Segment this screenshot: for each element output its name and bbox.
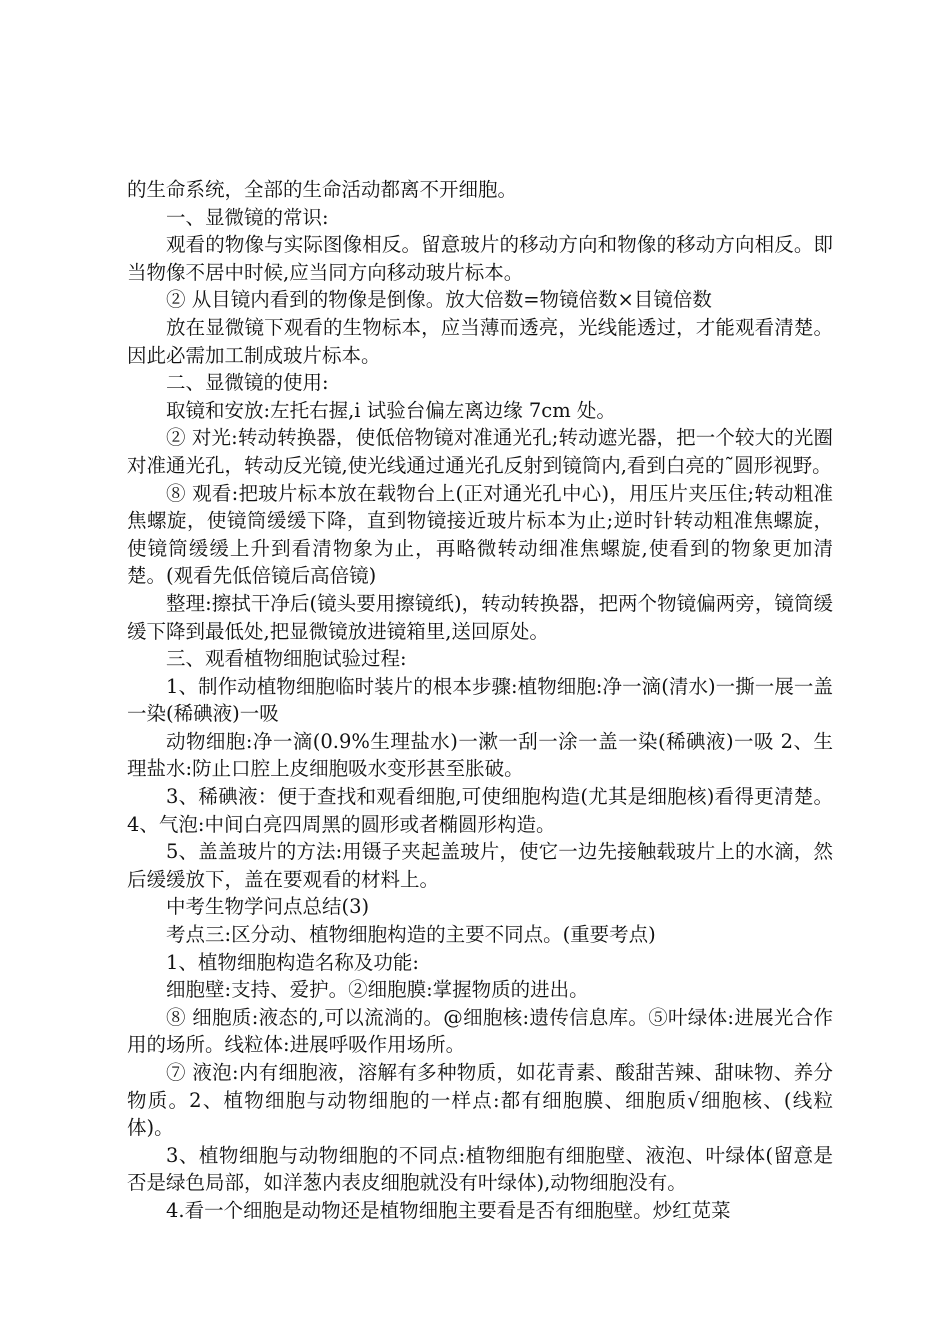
paragraph-22: 3、植物细胞与动物细胞的不同点:植物细胞有细胞壁、液泡、叶绿体(留意是否是绿色局部，如洋葱内表皮细胞就没有叶绿体),动物细胞没有。 [127, 1143, 833, 1195]
paragraph-14: 3、稀碘液：便于查找和观看细胞,可使细胞构造(尤其是细胞核)看得更清楚。4、气泡:中间白亮四周黑的圆形或者椭圆形构造。 [127, 785, 833, 836]
paragraph-18: 1、植物细胞构造名称及功能: [166, 950, 419, 974]
paragraph-12: 1、制作动植物细胞临时装片的根本步骤:植物细胞:净一滴(清水)一撕一展一盖一染(稀碘液)一吸 [127, 674, 833, 726]
paragraph-8: ② 对光:转动转换器，使低倍物镜对准通光孔;转动遮光器，把一个较大的光圈对准通光孔，转动反光镜,使光线通过通光孔反射到镜筒内,看到白亮的˜圆形视野。 [127, 426, 833, 477]
paragraph-5: 放在显微镜下观看的生物标本，应当薄而透亮，光线能透过，才能观看清楚。因此必需加工制成玻片标本。 [127, 315, 833, 367]
paragraph-9: ⑧ 观看:把玻片标本放在载物台上(正对通光孔中心)，用压片夹压住;转动粗准焦螺旋，使镜筒缓缓下降，直到物镜接近玻片标本为止;逆时针转动粗准焦螺旋，使镜筒缓缓上升到看清物象为止，再略微转动细准焦螺旋,使看到的物象更加清楚。(观看先低倍镜后高倍镜) [127, 481, 833, 588]
paragraph-19: 细胞壁:支持、爱护。②细胞膜:掌握物质的进出。 [166, 978, 589, 1002]
paragraph-17: 考点三:区分动、植物细胞构造的主要不同点。(重要考点) [166, 923, 656, 947]
section-heading-summary-3: 中考生物学问点总结(3) [166, 895, 370, 919]
paragraph-13: 动物细胞:净一滴(0.9%生理盐水)一漱一刮一涂一盖一染(稀碘液)一吸 2、生理盐水:防止口腔上皮细胞吸水变形甚至胀破。 [127, 729, 833, 781]
document-body [127, 176, 833, 1225]
paragraph-15: 5、盖盖玻片的方法:用镊子夹起盖玻片，使它一边先接触载玻片上的水滴，然后缓缓放下，盖在要观看的材料上。 [127, 840, 833, 891]
section-heading-microscope-use: 二、显微镜的使用: [166, 371, 329, 395]
section-heading-microscope-basics: 一、显微镜的常识: [166, 205, 329, 229]
paragraph-23: 4.看一个细胞是动物还是植物细胞主要看是否有细胞壁。炒红苋菜 [166, 1198, 731, 1222]
paragraph-4: ② 从目镜内看到的物像是倒像。放大倍数=物镜倍数×目镜倍数 [166, 288, 712, 312]
paragraph-3: 观看的物像与实际图像相反。留意玻片的移动方向和物像的移动方向相反。即当物像不居中时候,应当同方向移动玻片标本。 [127, 233, 833, 284]
section-heading-plant-cell-experiment: 三、观看植物细胞试验过程: [166, 647, 407, 671]
paragraph-10: 整理:擦拭干净后(镜头要用擦镜纸)，转动转换器，把两个物镜偏两旁，镜筒缓缓下降到最低处,把显微镜放进镜箱里,送回原处。 [127, 591, 833, 643]
paragraph-7: 取镜和安放:左托右握,i 试验台偏左离边缘 7cm 处。 [166, 398, 616, 422]
paragraph-1: 的生命系统，全部的生命活动都离不开细胞。 [127, 178, 518, 201]
paragraph-20: ⑧ 细胞质:液态的,可以流淌的。@细胞核:遗传信息库。⑤叶绿体:进展光合作用的场所。线粒体:进展呼吸作用场所。 [127, 1005, 833, 1057]
paragraph-21: ⑦ 液泡:内有细胞液，溶解有多种物质，如花青素、酸甜苦辣、甜味物、养分物质。2、植物细胞与动物细胞的一样点:都有细胞膜、细胞质√细胞核、(线粒体)。 [127, 1061, 833, 1140]
